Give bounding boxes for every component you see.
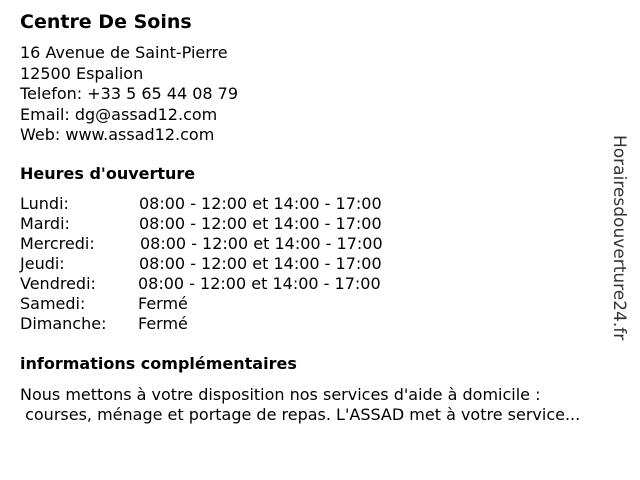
city-postal: 12500 Espalion bbox=[20, 63, 144, 83]
info-line-1: Nous mettons à votre disposition nos services d'aide à domicile : bbox=[20, 385, 541, 404]
email-address[interactable]: Email: dg@assad12.com bbox=[20, 104, 218, 124]
day-hours: 08:00 - 12:00 et 14:00 - 17:00 bbox=[139, 194, 382, 213]
day-hours: 08:00 - 12:00 et 14:00 - 17:00 bbox=[139, 214, 382, 233]
day-hours: Fermé bbox=[138, 314, 188, 333]
hours-heading: Heures d'ouverture bbox=[20, 164, 196, 183]
info-line-2: courses, ménage et portage de repas. L'ASSAD met à votre service... bbox=[20, 405, 581, 424]
day-label: Mercredi: bbox=[20, 234, 95, 253]
day-label: Lundi: bbox=[20, 194, 69, 213]
day-label: Dimanche: bbox=[20, 314, 107, 333]
phone-number[interactable]: Telefon: +33 5 65 44 08 79 bbox=[20, 84, 239, 103]
day-hours: Fermé bbox=[138, 294, 188, 313]
day-hours: 08:00 - 12:00 et 14:00 - 17:00 bbox=[140, 234, 383, 253]
info-heading: informations complémentaires bbox=[20, 354, 297, 373]
day-label: Jeudi: bbox=[20, 254, 65, 273]
day-hours: 08:00 - 12:00 et 14:00 - 17:00 bbox=[139, 254, 382, 273]
address-block bbox=[20, 43, 238, 146]
day-label: Samedi: bbox=[20, 294, 86, 313]
day-hours: 08:00 - 12:00 et 14:00 - 17:00 bbox=[138, 274, 381, 293]
day-label: Vendredi: bbox=[20, 274, 96, 293]
site-watermark: Horairesdouverture24.fr bbox=[609, 135, 629, 341]
day-label: Mardi: bbox=[20, 214, 70, 233]
business-name: Centre De Soins bbox=[20, 11, 192, 33]
street-address: 16 Avenue de Saint-Pierre bbox=[20, 43, 228, 62]
website-link[interactable]: Web: www.assad12.com bbox=[20, 125, 215, 144]
info-description bbox=[20, 385, 580, 425]
